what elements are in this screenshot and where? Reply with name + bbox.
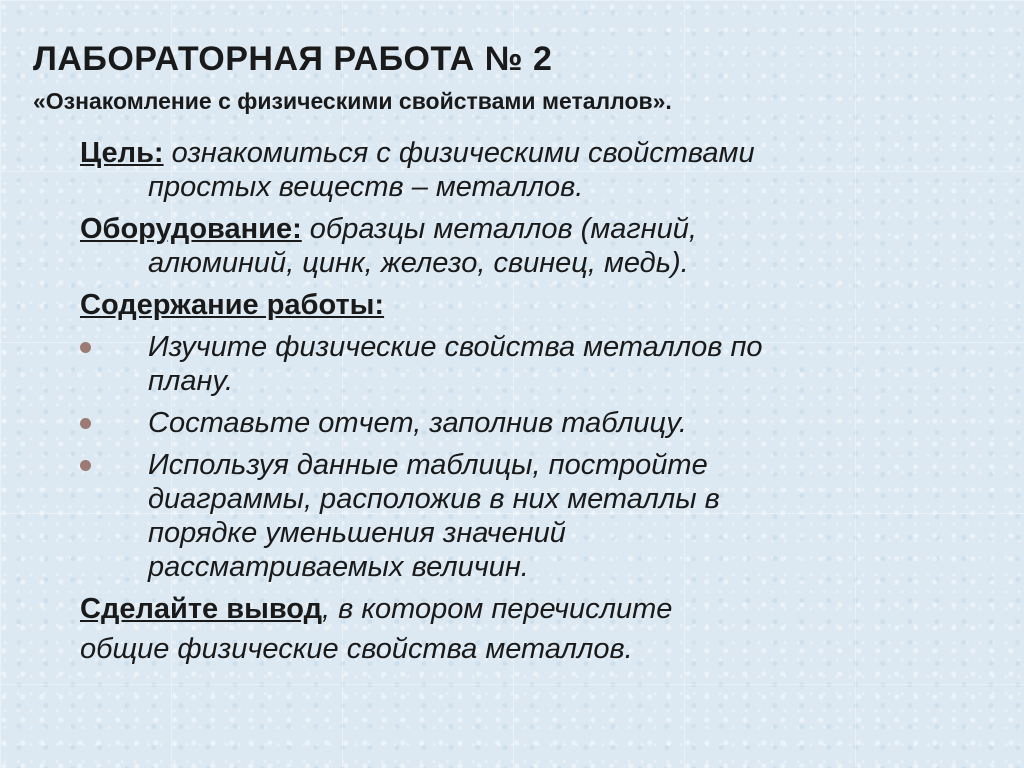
list-item <box>80 406 980 440</box>
step-3-line3: порядке уменьшения значений <box>148 517 566 549</box>
goal-text-line1: ознакомиться с физическими свойствами <box>163 137 755 169</box>
list-item <box>80 330 980 398</box>
bullet-dot-icon <box>80 342 91 353</box>
steps-list <box>80 330 980 584</box>
equipment-text-line1: образцы металлов (магний, <box>301 213 697 245</box>
goal-label: Цель: <box>80 137 164 169</box>
slide-body <box>80 136 980 672</box>
step-1-line1: Изучите физические свойства металлов по <box>148 331 763 363</box>
equipment-label: Оборудование: <box>80 213 302 245</box>
step-3-line2: диаграммы, расположив в них металлы в <box>148 483 720 515</box>
conclusion-text-line1: , в котором перечислите <box>322 593 673 625</box>
content-label: Содержание работы: <box>80 289 385 321</box>
content-heading <box>80 288 980 322</box>
equipment-text-line2: алюминий, цинк, железо, свинец, медь). <box>148 247 689 279</box>
bullet-dot-icon <box>80 460 91 471</box>
step-2-line1: Составьте отчет, заполнив таблицу. <box>148 407 687 439</box>
conclusion-label: Сделайте вывод <box>80 593 323 625</box>
step-1-line2: плану. <box>148 365 234 397</box>
equipment-paragraph <box>80 212 980 280</box>
goal-paragraph <box>80 136 980 204</box>
slide-subtitle: «Ознакомление с физическими свойствами металлов». <box>33 88 672 114</box>
conclusion-paragraph <box>80 592 980 666</box>
step-3-line1: Используя данные таблицы, постройте <box>148 449 708 481</box>
slide-title: ЛАБОРАТОРНАЯ РАБОТА № 2 <box>33 40 553 78</box>
step-3-line4: рассматриваемых величин. <box>148 551 529 583</box>
goal-text-line2: простых веществ – металлов. <box>148 171 584 203</box>
conclusion-text-line2: общие физические свойства металлов. <box>80 633 633 665</box>
bullet-dot-icon <box>80 418 91 429</box>
list-item <box>80 448 980 584</box>
conclusion-line1 <box>80 592 980 626</box>
